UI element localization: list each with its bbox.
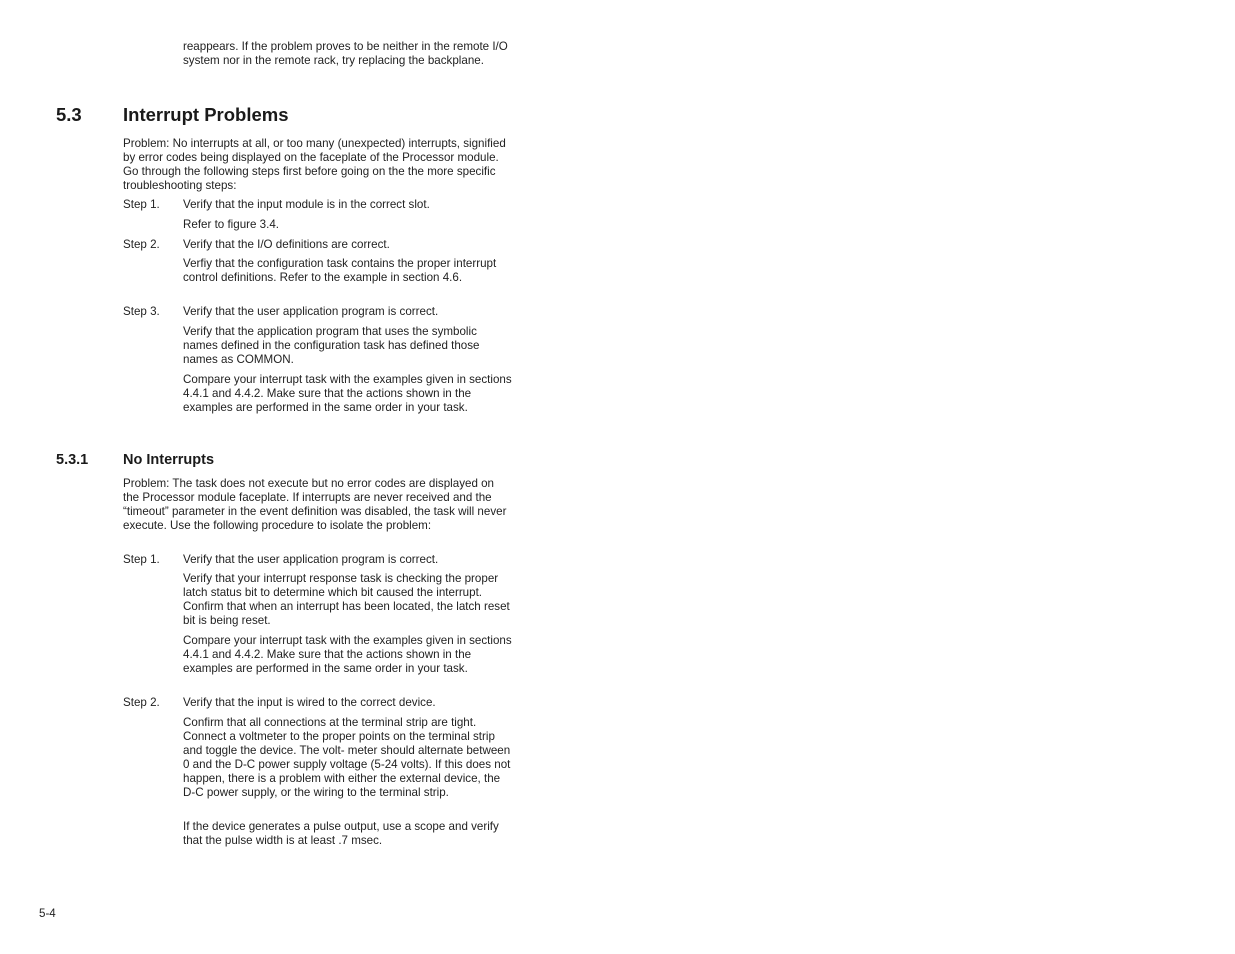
step-detail: Refer to figure 3.4. (183, 218, 280, 231)
step-detail: Verfiy that the configuration task contains the proper interrupt control definitions. Refer to the example in section 4.6. (183, 257, 497, 284)
subsection-number: 5.3.1 (56, 452, 89, 468)
step-label: Step 2. (123, 696, 160, 709)
intro-paragraph: reappears. If the problem proves to be neither in the remote I/O system nor in the remote rack, try replacing the backplane. (183, 40, 508, 67)
section-title: Interrupt Problems (123, 104, 289, 125)
step-label: Step 1. (123, 553, 160, 566)
step-detail: Compare your interrupt task with the examples given in sections 4.4.1 and 4.4.2. Make sure that the actions shown in the examples are performed in the same order in your task. (183, 373, 512, 414)
page-number: 5-4 (39, 907, 56, 920)
section-number: 5.3 (56, 104, 82, 125)
step-label: Step 1. (123, 198, 160, 211)
step-detail: Compare your interrupt task with the examples given in sections 4.4.1 and 4.4.2. Make sure that the actions shown in the examples are performed in the same order in your task. (183, 634, 512, 675)
step-detail: Verify that the application program that uses the symbolic names defined in the configuration task has defined those names as COMMON. (183, 325, 480, 366)
step-detail: Confirm that all connections at the terminal strip are tight. Connect a voltmeter to the proper points on the terminal strip and toggle the device. The volt- meter should alternate between 0 and the D-C power supply voltage (5-24 volts). If this does not happen, there is a problem with either the external device, the D-C power supply, or the wiring to the terminal strip. (183, 716, 511, 799)
step-detail: If the device generates a pulse output, use a scope and verify that the pulse width is at least .7 msec. (183, 820, 499, 847)
problem-paragraph: Problem: The task does not execute but no error codes are displayed on the Processor module faceplate. If interrupts are never received and the “timeout” parameter in the event definition was disabled, the task will never execute. Use the following procedure to isolate the problem: (123, 477, 507, 532)
step-detail: Verify that your interrupt response task is checking the proper latch status bit to determine which bit caused the interrupt. Confirm that when an interrupt has been located, the latch reset bit is being reset. (183, 572, 510, 627)
step-label: Step 3. (123, 305, 160, 318)
step-label: Step 2. (123, 238, 160, 251)
subsection-title: No Interrupts (123, 452, 215, 468)
step-text: Verify that the user application program is correct. (183, 305, 439, 318)
step-text: Verify that the input is wired to the correct device. (183, 696, 436, 709)
problem-paragraph: Problem: No interrupts at all, or too many (unexpected) interrupts, signified by error codes being displayed on the faceplate of the Processor module. Go through the following steps first before going on the the more specific troubleshooting steps: (123, 137, 506, 192)
step-text: Verify that the input module is in the correct slot. (183, 198, 430, 211)
step-text: Verify that the I/O definitions are correct. (183, 238, 390, 251)
step-text: Verify that the user application program is correct. (183, 553, 439, 566)
